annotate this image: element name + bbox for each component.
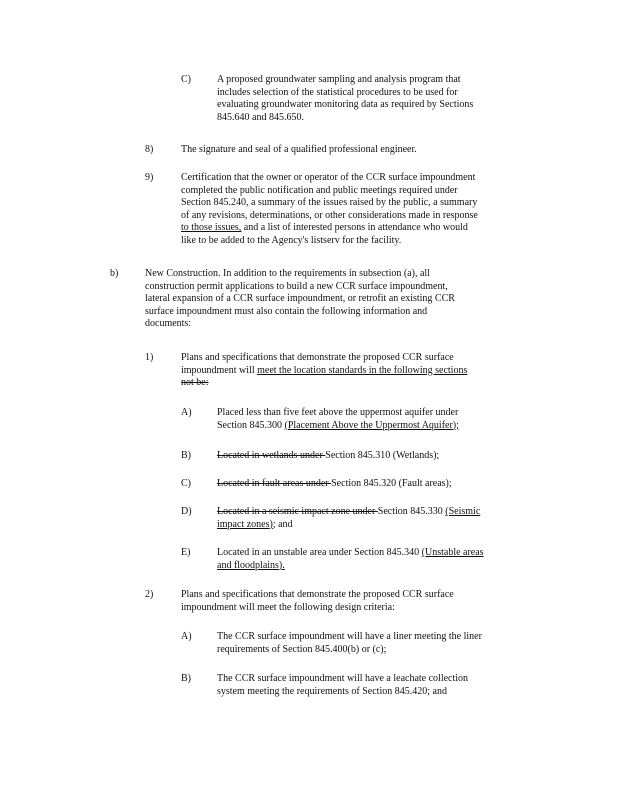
- item-label-b1e: E): [181, 547, 191, 558]
- inserted-text: and floodplains).: [217, 559, 285, 571]
- item-label-b2b: B): [181, 673, 191, 684]
- item-label-b1: 1): [145, 352, 154, 363]
- item-label-c: C): [181, 74, 191, 85]
- deleted-text: Located in fault areas under: [217, 478, 332, 489]
- deleted-text: not be:: [181, 377, 209, 389]
- paragraph-liner-requirements: The CCR surface impoundment will have a liner meeting the liner requirements of Section 845.400(b) or (c);: [217, 631, 482, 655]
- paragraph-uppermost-aquifer: Placed less than five feet above the uppermost aquifer under Section 845.300 (Placement Above the Uppermost Aquifer);: [217, 407, 459, 431]
- inserted-text: meet the location standards in the following sections: [257, 364, 468, 376]
- deleted-text: Located in a seismic impact zone under: [217, 506, 378, 517]
- paragraph-new-construction: New Construction. In addition to the requirements in subsection (a), all construction permit applications to build a new CCR surface impoundment, lateral expansion of a CCR surface impoundment, or retrofit an existing CCR surface impoundment must also contain the following information and documents:: [145, 268, 455, 330]
- paragraph-signature-seal: The signature and seal of a qualified professional engineer.: [181, 144, 417, 155]
- paragraph-seismic-impact: Located in a seismic impact zone under Section 845.330 (Seismic impact zones); and: [217, 506, 481, 530]
- inserted-text: (Seismic: [445, 506, 481, 517]
- item-label-b1d: D): [181, 506, 192, 517]
- paragraph-location-standards: Plans and specifications that demonstrate the proposed CCR surface impoundment will meet the location standards in the following sections not be:: [181, 352, 468, 389]
- item-label-8: 8): [145, 144, 154, 155]
- paragraph-sampling-program: A proposed groundwater sampling and analysis program that includes selection of the statistical procedures to be used for evaluating groundwater monitoring data as required by Sections 845.640 and 845.650.: [217, 74, 474, 123]
- item-label-b2a: A): [181, 631, 192, 642]
- inserted-text: (Placement Above the Uppermost Aquifer);: [284, 419, 459, 431]
- deleted-text: Located in wetlands under: [217, 450, 326, 461]
- paragraph-fault-areas: Located in fault areas under Section 845.320 (Fault areas);: [217, 478, 452, 489]
- item-label-b1c: C): [181, 478, 191, 489]
- paragraph-design-criteria: Plans and specifications that demonstrate the proposed CCR surface impoundment will meet the following design criteria:: [181, 589, 454, 613]
- paragraph-certification: Certification that the owner or operator of the CCR surface impoundment completed the public notification and public meetings required under Section 845.240, a summary of the issues raised by the public, a summary of any revisions, determinations, or other considerations made in response to those issues, and a list of interested persons in attendance who would like to be added to the Agency's listserv for the facility.: [181, 172, 478, 246]
- paragraph-leachate-collection: The CCR surface impoundment will have a leachate collection system meeting the requirements of Section 845.420; and: [217, 673, 469, 697]
- section-label-b: b): [110, 268, 119, 279]
- paragraph-unstable-areas: Located in an unstable area under Section 845.340 (Unstable areas and floodplains).: [217, 547, 484, 571]
- inserted-text: (Unstable areas: [421, 547, 484, 558]
- item-label-b1b: B): [181, 450, 191, 461]
- item-label-b1a: A): [181, 407, 192, 418]
- inserted-text: to those issues,: [181, 222, 242, 234]
- inserted-text: impact zones): [217, 518, 273, 530]
- item-label-9: 9): [145, 172, 154, 183]
- paragraph-wetlands: Located in wetlands under Section 845.310 (Wetlands);: [217, 450, 440, 461]
- item-label-b2: 2): [145, 589, 154, 600]
